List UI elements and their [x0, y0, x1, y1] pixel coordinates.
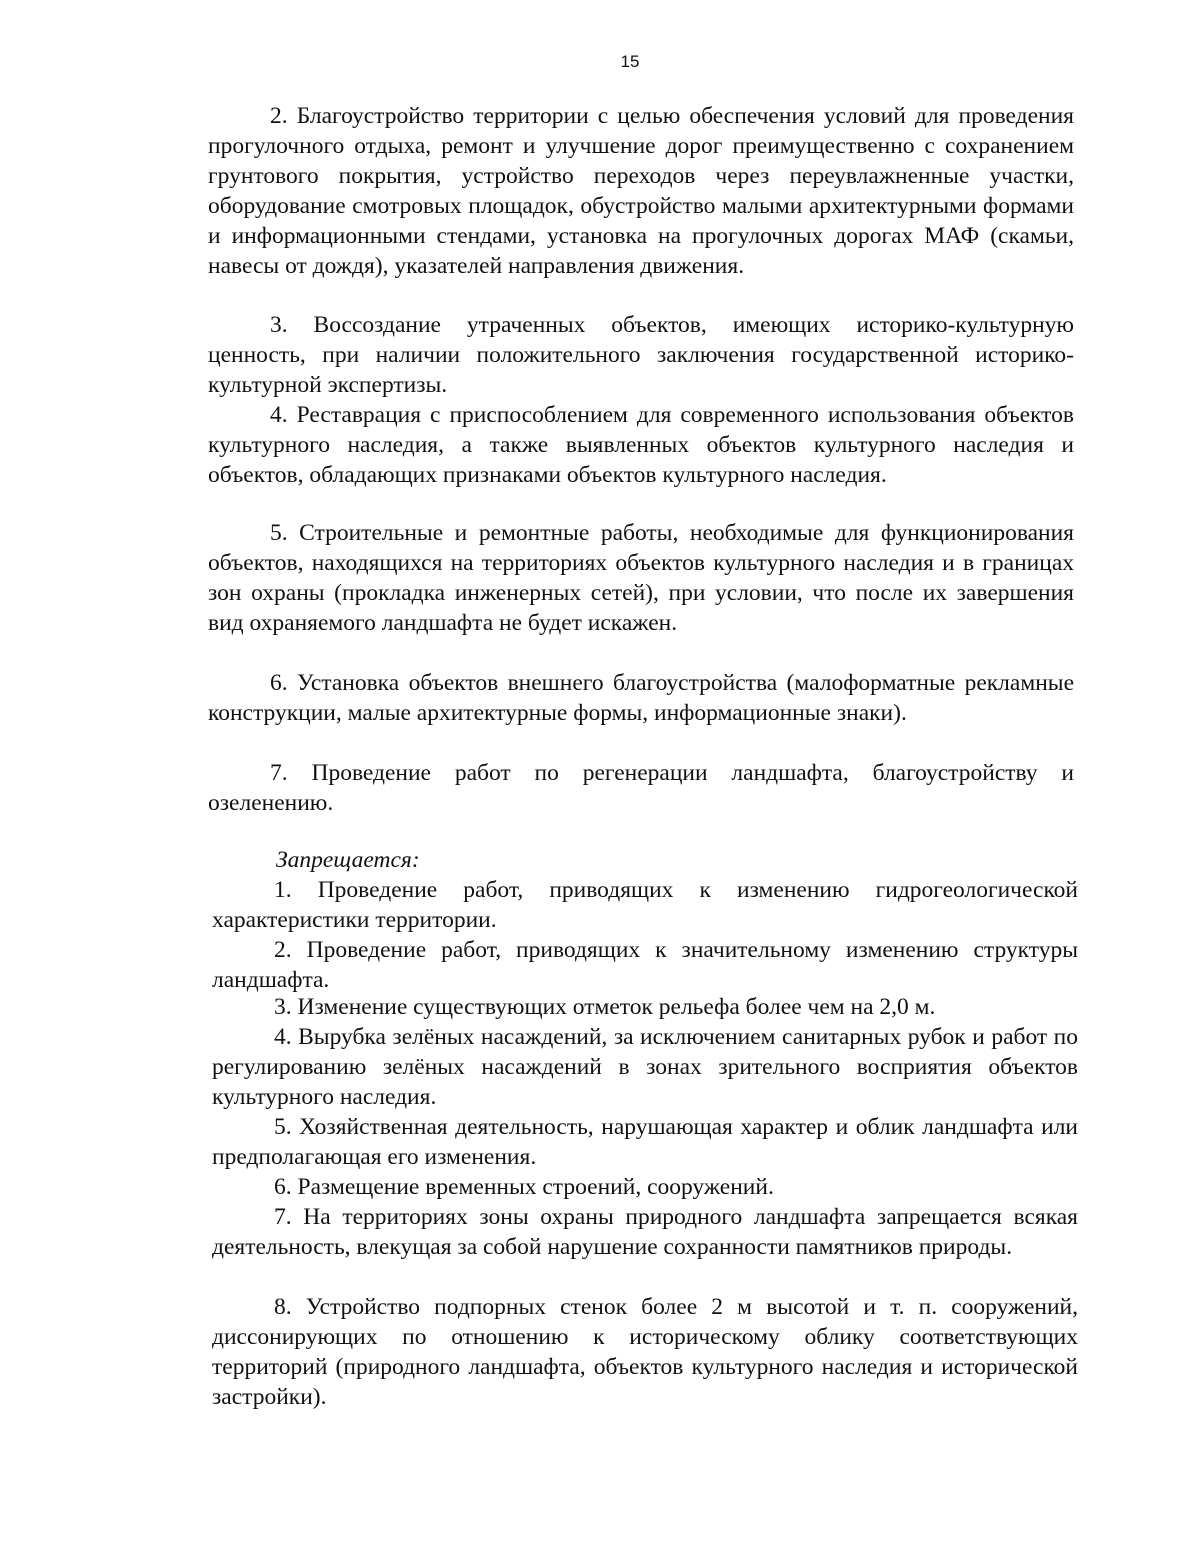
permitted-item-7: 7. Проведение работ по регенерации ландшафта, благоустройству и озеленению.	[208, 760, 1074, 816]
permitted-item-4: 4. Реставрация с приспособлением для современного использования объектов культурного наследия, а также выявленных объектов культурного наследия и объектов, обладающих признаками объектов культурного наследия.	[208, 402, 1074, 488]
permitted-item-5: 5. Строительные и ремонтные работы, необходимые для функционирования объектов, находящихся на территориях объектов культурного наследия и в границах зон охраны (прокладка инженерных сетей), при условии, что после их завершения вид охраняемого ландшафта не будет искажен.	[208, 520, 1074, 636]
permitted-item-2: 2. Благоустройство территории с целью обеспечения условий для проведения прогулочного отдыха, ремонт и улучшение дорог преимущественно с сохранением грунтового покрытия, устройство переходов через переувлажненные участки, оборудование смотровых площадок, обустройство малыми архитектурными формами и информационными стендами, установка на прогулочных дорогах МАФ (скамьи, навесы от дождя), указателей направления движения.	[208, 103, 1074, 279]
prohibited-heading: Запрещается:	[276, 847, 420, 873]
prohibited-item-5: 5. Хозяйственная деятельность, нарушающая характер и облик ландшафта или предполагающая его изменения.	[212, 1114, 1078, 1170]
prohibited-item-1: 1. Проведение работ, приводящих к изменению гидрогеологической характеристики территории.	[212, 877, 1078, 933]
prohibited-item-2: 2. Проведение работ, приводящих к значительному изменению структуры ландшафта.	[212, 937, 1078, 993]
prohibited-item-3: 3. Изменение существующих отметок рельефа более чем на 2,0 м.	[274, 994, 936, 1020]
prohibited-item-7: 7. На территориях зоны охраны природного ландшафта запрещается всякая деятельность, влекущая за собой нарушение сохранности памятников природы.	[212, 1204, 1078, 1260]
prohibited-item-6: 6. Размещение временных строений, сооружений.	[274, 1174, 774, 1200]
permitted-item-6: 6. Установка объектов внешнего благоустройства (малоформатные рекламные конструкции, малые архитектурные формы, информационные знаки).	[208, 670, 1074, 726]
permitted-item-3: 3. Воссоздание утраченных объектов, имеющих историко-культурную ценность, при наличии положительного заключения государственной историко-культурной экспертизы.	[208, 312, 1074, 398]
prohibited-item-8: 8. Устройство подпорных стенок более 2 м высотой и т. п. сооружений, диссонирующих по отношению к историческому облику соответствующих территорий (природного ландшафта, объектов культурного наследия и исторической застройки).	[212, 1294, 1078, 1410]
prohibited-item-4: 4. Вырубка зелёных насаждений, за исключением санитарных рубок и работ по регулированию зелёных насаждений в зонах зрительного восприятия объектов культурного наследия.	[212, 1024, 1078, 1110]
page-number: 15	[620, 52, 640, 71]
